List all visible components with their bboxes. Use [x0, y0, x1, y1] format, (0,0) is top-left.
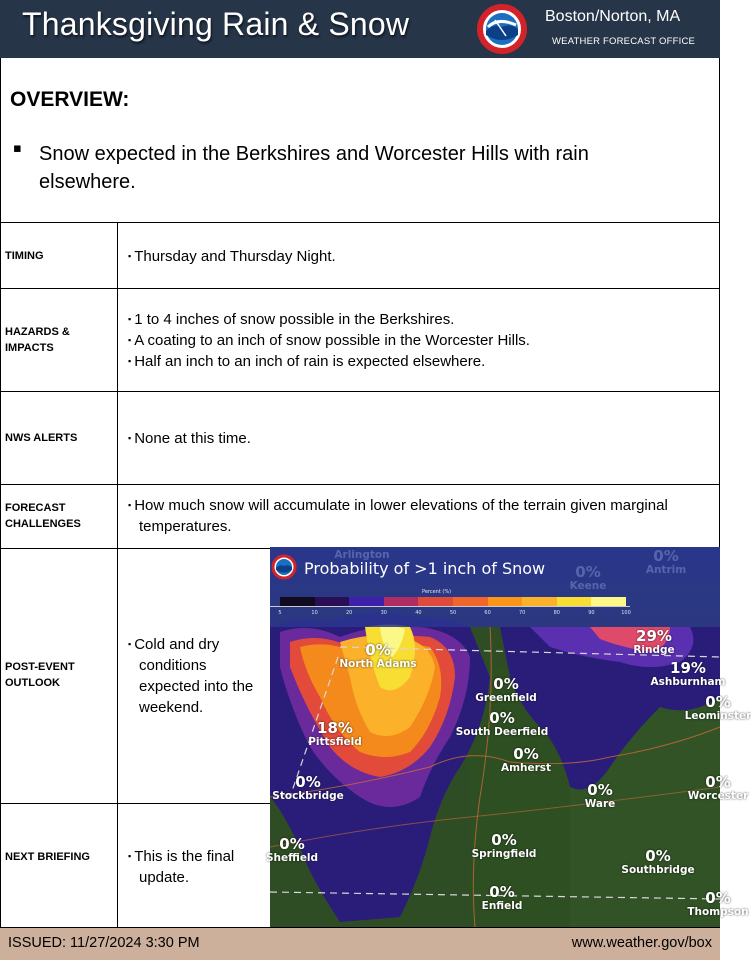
city-label-faded: 0% Antrim — [645, 547, 687, 576]
row-label: TIMING — [5, 250, 44, 262]
legend-swatch — [315, 597, 350, 606]
row-label: POST-EVENT OUTLOOK — [5, 661, 75, 689]
city-label: 18% Pittsfield — [308, 719, 362, 748]
legend-tick-label: 90 — [588, 610, 595, 616]
bullet-icon: ▪ — [128, 433, 132, 443]
footer-bar — [0, 927, 720, 960]
city-label: 0% Leominster — [684, 693, 751, 722]
legend-swatch — [384, 597, 419, 606]
legend-tick-label: 30 — [380, 610, 387, 616]
row-item: ▪ This is the final update. — [128, 848, 235, 886]
bullet-icon: ▪ — [128, 314, 132, 324]
table-row-challenges — [0, 484, 720, 548]
issued-timestamp: ISSUED: 11/27/2024 3:30 PM — [8, 935, 200, 951]
row-item: ▪ Half an inch to an inch of rain is expected elsewhere. — [128, 353, 486, 370]
snow-probability-map — [265, 547, 751, 927]
nws-logo-icon — [272, 555, 296, 579]
bullet-icon: ▪ — [128, 500, 132, 510]
bullet-icon: ▪ — [128, 639, 132, 649]
city-label: 0% Greenfield — [475, 675, 537, 704]
legend-swatch — [349, 597, 384, 606]
legend-axis — [270, 606, 630, 607]
legend-tick-label: 60 — [484, 610, 491, 616]
legend-tick-label: 100 — [621, 610, 631, 616]
nws-logo-icon — [478, 5, 526, 53]
legend-color-bar — [280, 597, 626, 606]
bullet-icon: ▪ — [128, 851, 132, 861]
row-item: ▪ Thursday and Thursday Night. — [128, 248, 336, 265]
legend-swatch — [280, 597, 315, 606]
legend-tick-label: 10 — [311, 610, 318, 616]
legend-tick-label: 70 — [519, 610, 526, 616]
bullet-icon: ▪ — [128, 251, 132, 261]
city-label: 0% Ware — [584, 781, 616, 810]
city-label: 0% Stockbridge — [272, 773, 344, 802]
city-label: 0% Thompson — [687, 889, 749, 918]
overview-section — [0, 58, 720, 223]
legend-swatch — [557, 597, 592, 606]
legend-caption: Percent (%) — [422, 589, 452, 595]
city-label: 0% Sheffield — [265, 835, 319, 864]
table-row-hazards — [0, 288, 720, 391]
city-label-faded: 0% Keene — [569, 563, 607, 592]
table-row-timing — [0, 222, 720, 288]
legend-tick-label: 20 — [346, 610, 353, 616]
row-label: NWS ALERTS — [5, 432, 78, 444]
legend-tick-label: 5 — [278, 610, 282, 616]
city-label: 0% Southbridge — [621, 847, 695, 876]
row-label: NEXT BRIEFING — [5, 851, 90, 863]
row-item: ▪ None at this time. — [128, 430, 251, 447]
office-name: Boston/Norton, MA — [545, 8, 681, 25]
legend-swatch — [453, 597, 488, 606]
office-subtitle: WEATHER FORECAST OFFICE — [552, 36, 696, 47]
bullet-icon: ▪ — [13, 141, 22, 156]
city-label: 0% Worcester — [687, 773, 749, 802]
table-row-alerts — [0, 391, 720, 484]
bullet-icon: ▪ — [128, 335, 132, 345]
legend-swatch — [522, 597, 557, 606]
legend-swatch — [488, 597, 523, 606]
city-label: 29% Rindge — [633, 627, 675, 656]
row-label: HAZARDS & IMPACTS — [5, 326, 70, 354]
website-link[interactable]: www.weather.gov/box — [571, 935, 712, 951]
city-label-faded: Arlington — [334, 549, 390, 561]
legend-tick-label: 50 — [449, 610, 457, 616]
legend-tick-label: 40 — [415, 610, 422, 616]
city-label: 0% North Adams — [339, 641, 417, 670]
city-label: 0% Enfield — [481, 883, 523, 912]
city-label: 0% Springfield — [471, 831, 537, 860]
row-label: FORECAST CHALLENGES — [5, 502, 81, 530]
row-item: ▪ Cold and dry conditions expected into the weekend. — [128, 636, 254, 716]
city-label: 0% South Deerfield — [455, 709, 549, 738]
row-item: ▪ How much snow will accumulate in lower elevations of the terrain given marginal temperatures. — [128, 497, 668, 535]
row-item: ▪ A coating to an inch of snow possible in the Worcester Hills. — [128, 332, 530, 349]
overview-text: Snow expected in the Berkshires and Worcester Hills with rain elsewhere. — [39, 143, 589, 193]
row-item: ▪ 1 to 4 inches of snow possible in the Berkshires. — [128, 311, 455, 328]
map-title: Probability of >1 inch of Snow — [304, 559, 546, 578]
city-label: 0% Amherst — [500, 745, 552, 774]
legend-swatch — [591, 597, 626, 606]
bullet-icon: ▪ — [128, 356, 132, 366]
header-banner — [0, 0, 720, 58]
legend-swatch — [418, 597, 453, 606]
overview-heading: OVERVIEW: — [10, 88, 130, 111]
city-label: 19% Ashburnham — [650, 659, 726, 688]
page-title: Thanksgiving Rain & Snow — [22, 6, 410, 42]
legend-tick-label: 80 — [553, 610, 560, 616]
